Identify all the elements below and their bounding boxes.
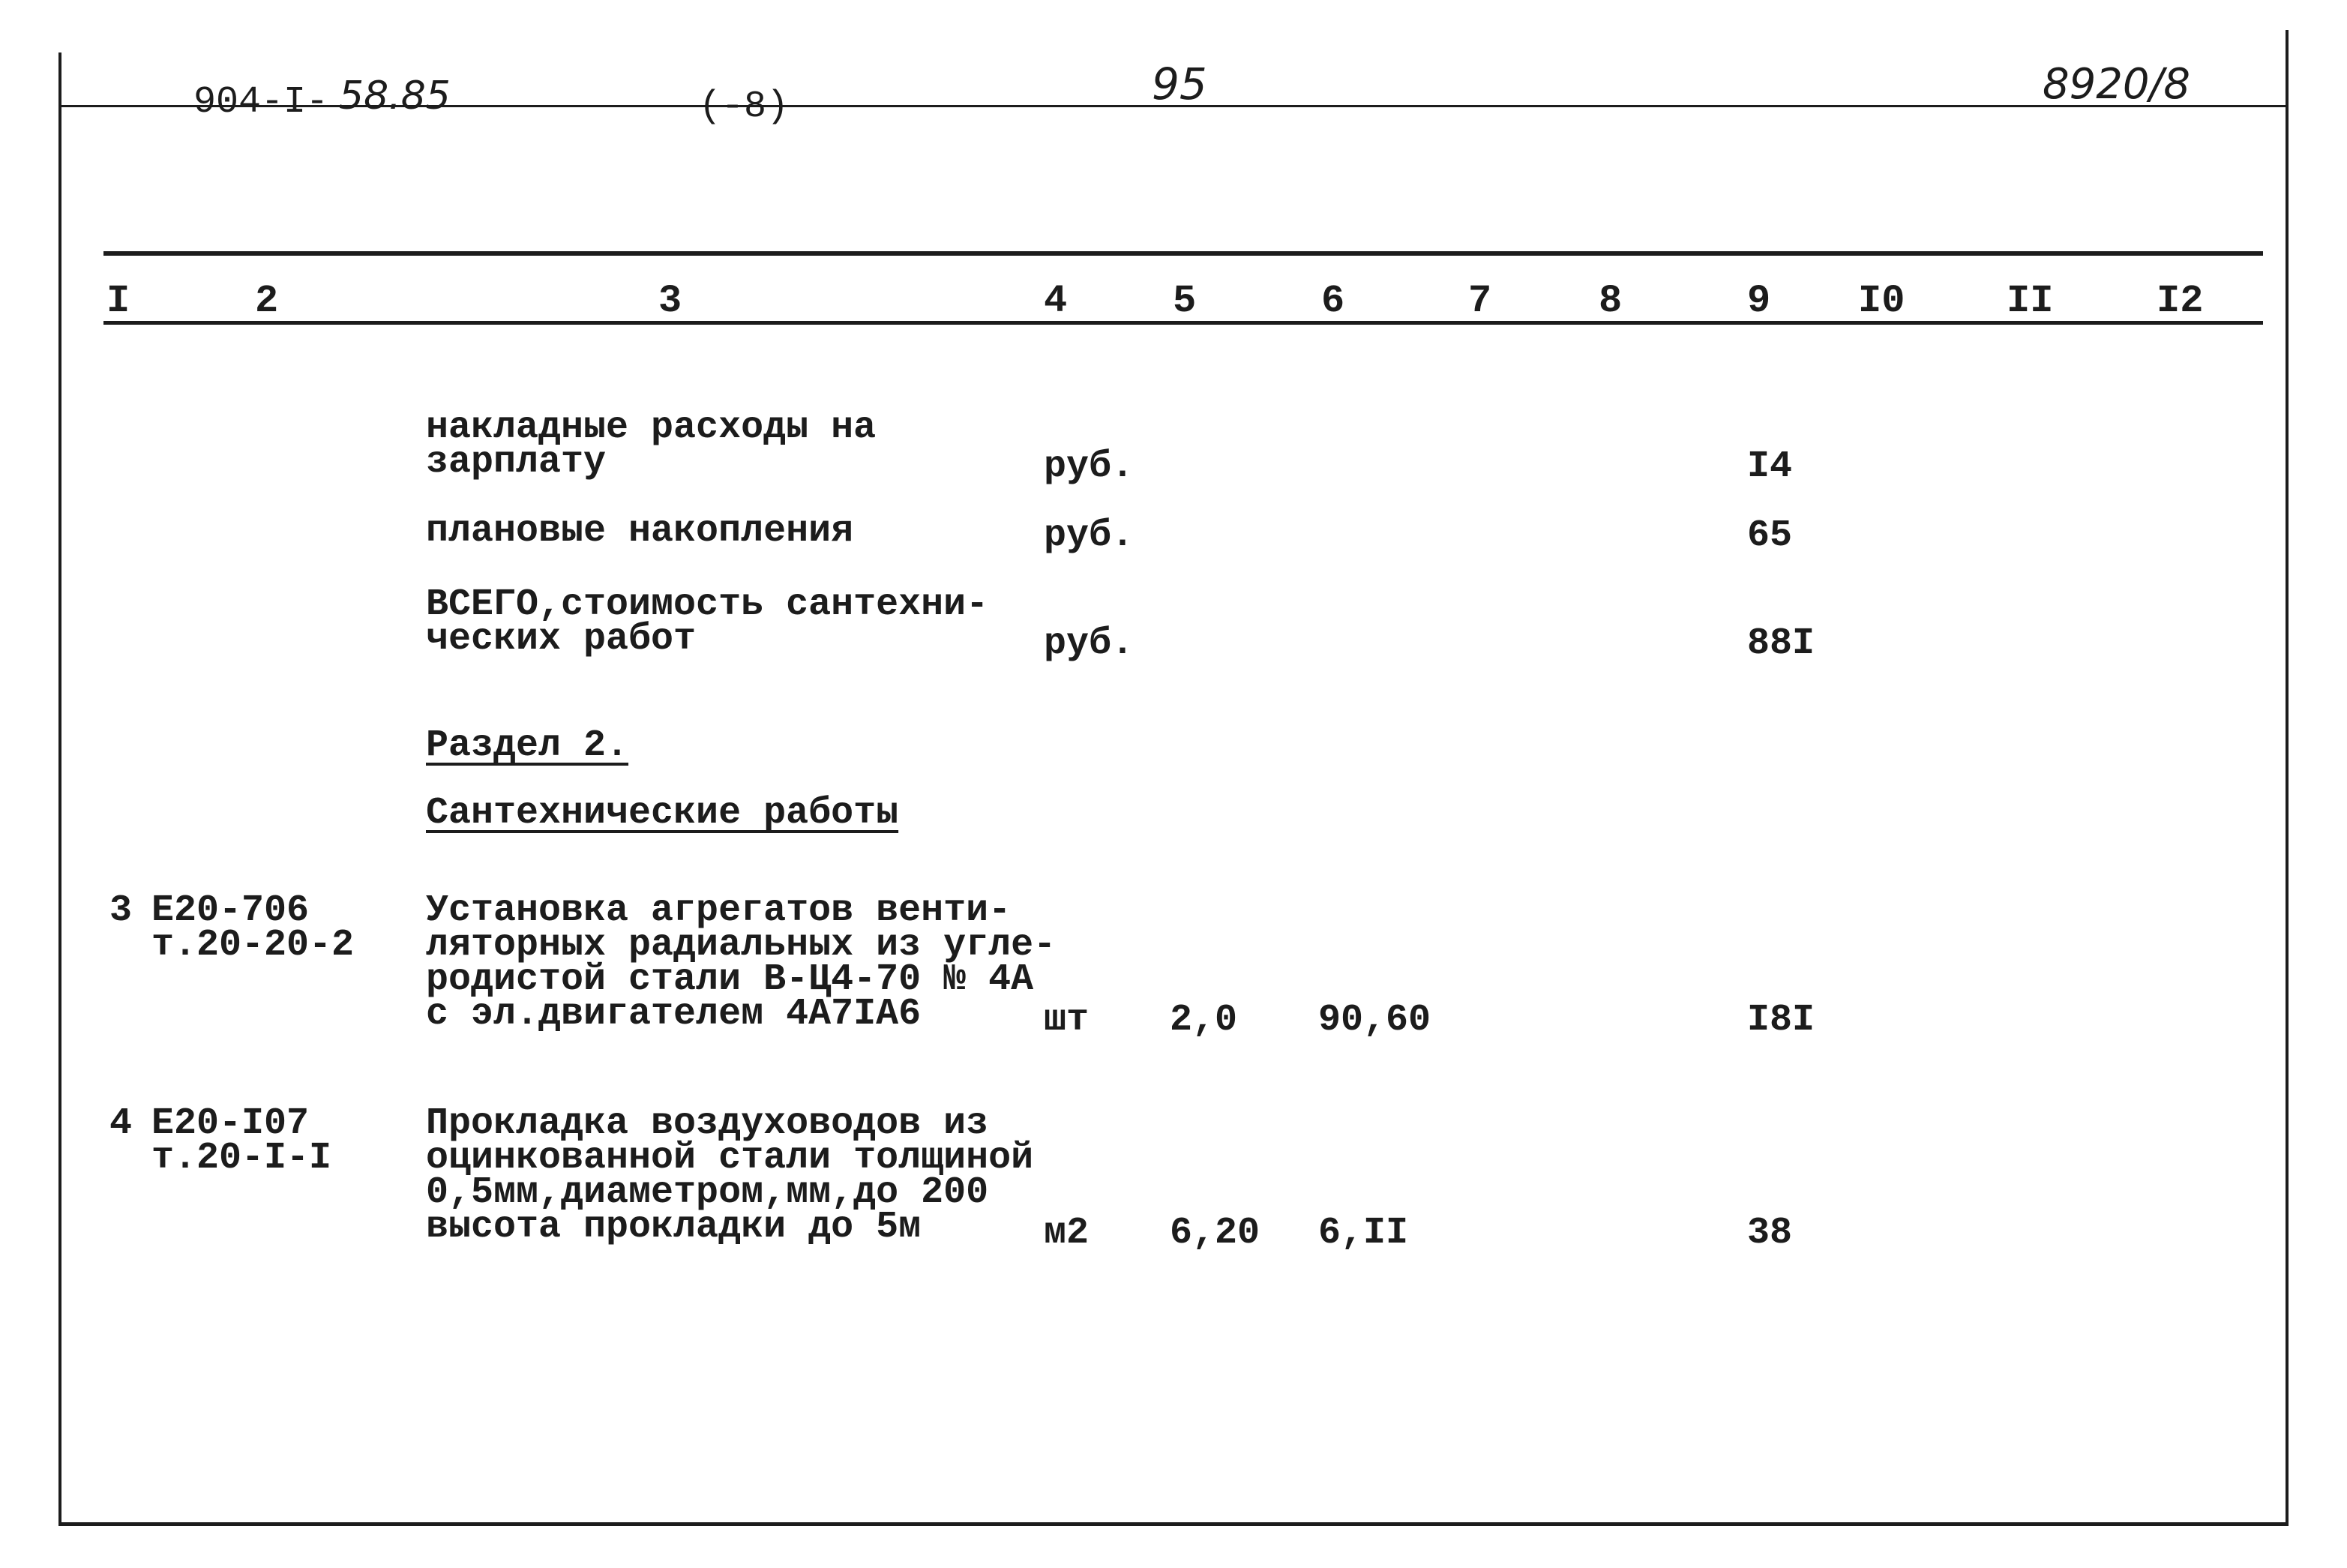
column-header-9: 9 bbox=[1747, 279, 1771, 323]
row-description: накладные расходы на зарплату bbox=[426, 406, 877, 484]
column-header-7: 7 bbox=[1468, 279, 1492, 323]
page-number: 95 bbox=[1152, 58, 1207, 109]
row-unit: руб. bbox=[1044, 445, 1135, 488]
item-code: Е20-I07 т.20-I-I bbox=[151, 1102, 332, 1180]
row-unit: руб. bbox=[1044, 622, 1135, 665]
item-unit: шт bbox=[1044, 999, 1090, 1042]
doc-code-prefix: 904-I- bbox=[193, 81, 329, 124]
item-price: 90,60 bbox=[1318, 999, 1431, 1042]
sheet-ref: (-8) bbox=[699, 85, 790, 128]
archive-number: 8920/8 bbox=[2043, 60, 2191, 109]
section-subtitle: Сантехнические работы bbox=[426, 792, 899, 835]
item-description: Установка агрегатов венти- ляторных радиальных из угле- родистой стали В-Ц4-70 № 4А с эл.двигателем 4А7IА6 bbox=[426, 889, 1057, 1036]
frame-left-border bbox=[58, 52, 61, 1522]
doc-code-handwritten: 58.85 bbox=[339, 73, 451, 118]
column-header-4: 4 bbox=[1044, 279, 1068, 323]
row-total: 65 bbox=[1747, 514, 1793, 557]
column-header-8: 8 bbox=[1599, 279, 1623, 323]
column-header-10: I0 bbox=[1858, 279, 1905, 323]
item-total: 38 bbox=[1747, 1212, 1793, 1255]
row-total: I4 bbox=[1747, 445, 1793, 488]
column-header-2: 2 bbox=[255, 279, 279, 323]
column-header-6: 6 bbox=[1321, 279, 1345, 323]
column-header-11: II bbox=[2007, 279, 2054, 323]
item-description: Прокладка воздуховодов из оцинкованной стали толщиной 0,5мм,диаметром,мм,до 200 высота прокладки до 5м bbox=[426, 1102, 1034, 1249]
item-qty: 2,0 bbox=[1170, 999, 1238, 1042]
row-total: 88I bbox=[1747, 622, 1815, 665]
item-code: Е20-706 т.20-20-2 bbox=[151, 889, 355, 967]
item-total: I8I bbox=[1747, 999, 1815, 1042]
row-description: плановые накопления bbox=[426, 510, 854, 553]
column-header-3: 3 bbox=[658, 279, 682, 323]
column-header-5: 5 bbox=[1173, 279, 1197, 323]
item-qty: 6,20 bbox=[1170, 1212, 1260, 1255]
column-header-12: I2 bbox=[2157, 279, 2204, 323]
row-description: ВСЕГО,стоимость сантехни- ческих работ bbox=[426, 583, 989, 661]
frame-right-border bbox=[2286, 30, 2289, 1526]
section-title: Раздел 2. bbox=[426, 724, 629, 767]
item-price: 6,II bbox=[1318, 1212, 1409, 1255]
item-number: 3 bbox=[109, 889, 133, 932]
item-number: 4 bbox=[109, 1102, 133, 1145]
column-header-1: I bbox=[106, 279, 130, 323]
table-top-rule bbox=[103, 251, 2263, 256]
frame-bottom-border bbox=[58, 1522, 2287, 1526]
item-unit: м2 bbox=[1044, 1212, 1090, 1255]
row-unit: руб. bbox=[1044, 514, 1135, 557]
